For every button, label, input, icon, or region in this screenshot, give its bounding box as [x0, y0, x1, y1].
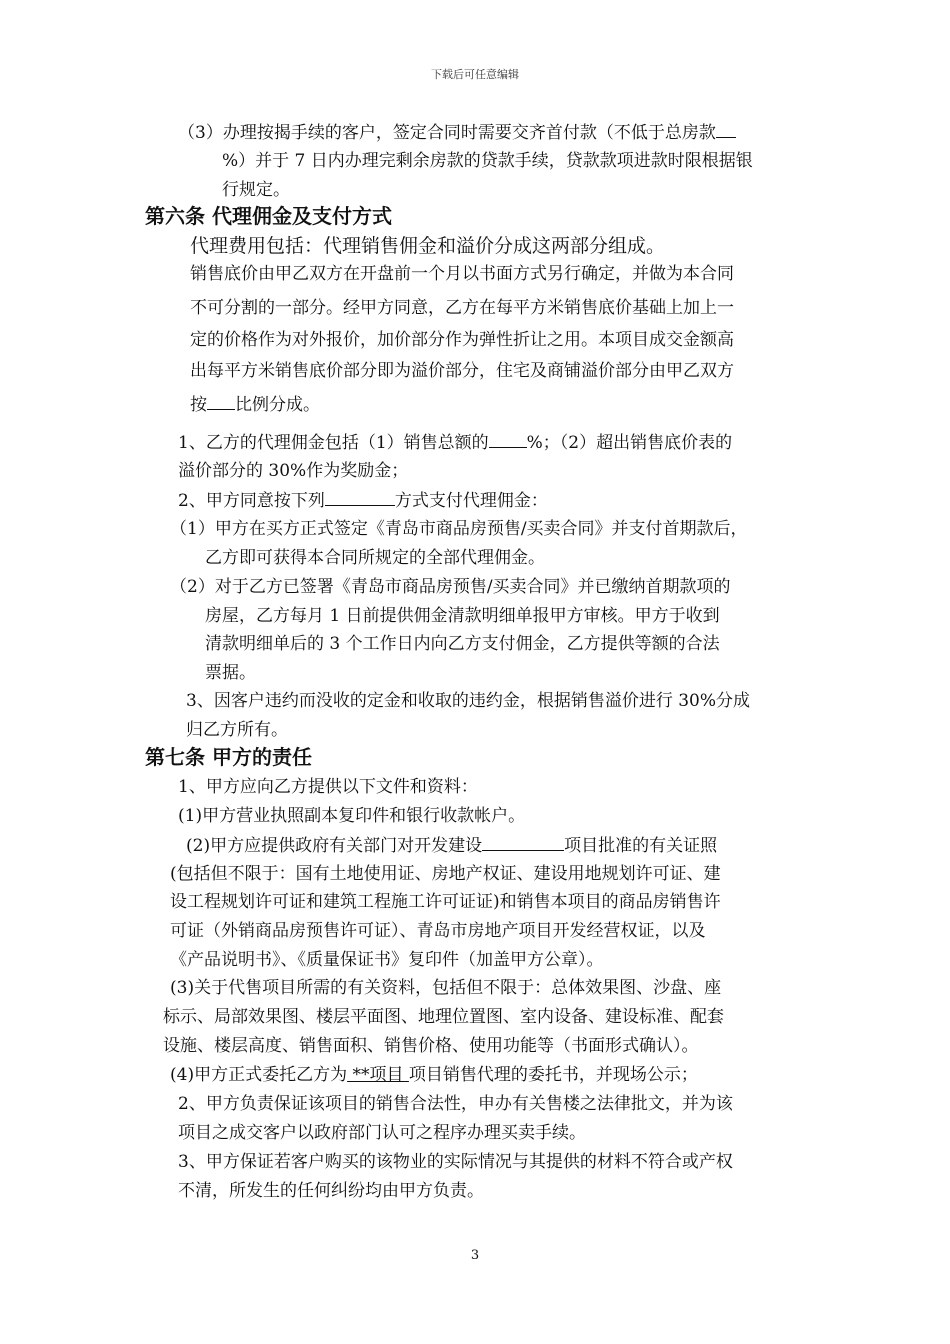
underlined-project-name: **项目	[347, 1065, 409, 1085]
text-line: （1）甲方在买方正式签定《青岛市商品房预售/买卖合同》并支付首期款后，	[170, 519, 748, 539]
text-line: %）并于 7 日内办理完剩余房款的贷款手续，贷款款项进款时限根据银	[222, 151, 753, 171]
text-line: 按 比例分成。	[190, 392, 320, 417]
text-line: 票据。	[205, 663, 256, 683]
fill-blank	[489, 430, 527, 448]
text-line: (包括但不限于：国有土地使用证、房地产权证、建设用地规划许可证、建	[170, 864, 721, 884]
section-heading-6: 第六条 代理佣金及支付方式	[145, 204, 392, 228]
fill-blank	[482, 833, 564, 851]
text-line: 出每平方米销售底价部分即为溢价部分，住宅及商铺溢价部分由甲乙双方	[190, 361, 734, 381]
fill-blank	[325, 488, 395, 506]
text-line: 定的价格作为对外报价，加价部分作为弹性折让之用。本项目成交金额高	[190, 330, 734, 350]
text-line: (3)关于代售项目所需的有关资料，包括但不限于：总体效果图、沙盘、座	[170, 978, 722, 998]
text-line: 可证（外销商品房预售许可证）、青岛市房地产项目开发经营权证，以及	[170, 921, 706, 941]
page-number: 3	[470, 1248, 480, 1263]
text-line: (4)甲方正式委托乙方为 **项目 项目销售代理的委托书，并现场公示；	[170, 1065, 698, 1085]
text-line: 标示、局部效果图、楼层平面图、地理位置图、室内设备、建设标准、配套	[163, 1007, 724, 1027]
text-line: 1、乙方的代理佣金包括（1）销售总额的 %；（2）超出销售底价表的	[178, 430, 732, 455]
page-header: 下载后可任意编辑	[431, 68, 519, 81]
text-line: 设工程规划许可证和建筑工程施工许可证证)和销售本项目的商品房销售许	[170, 892, 721, 912]
fill-blank	[716, 120, 736, 138]
text-line: 溢价部分的 30%作为奖励金；	[178, 461, 409, 481]
text-line: 不可分割的一部分。经甲方同意，乙方在每平方米销售底价基础上加上一	[190, 298, 734, 318]
text-line: 房屋，乙方每月 1 日前提供佣金清款明细单报甲方审核。甲方于收到	[205, 606, 720, 626]
section-heading-7: 第七条 甲方的责任	[145, 745, 312, 769]
text-line: 清款明细单后的 3 个工作日内向乙方支付佣金，乙方提供等额的合法	[205, 634, 720, 654]
text-line: 归乙方所有。	[186, 720, 288, 740]
text-line: 不清，所发生的任何纠纷均由甲方负责。	[178, 1181, 484, 1201]
text-line: (2)甲方应提供政府有关部门对开发建设 项目批准的有关证照	[186, 833, 717, 858]
text-line: 2、甲方负责保证该项目的销售合法性，申办有关售楼之法律批文，并为该	[178, 1094, 733, 1114]
text-line: (1)甲方营业执照副本复印件和银行收款帐户。	[178, 806, 526, 826]
text-line: 设施、楼层高度、销售面积、销售价格、使用功能等（书面形式确认）。	[163, 1036, 699, 1056]
text-line: 1、甲方应向乙方提供以下文件和资料：	[178, 777, 478, 797]
text-line: 销售底价由甲乙双方在开盘前一个月以书面方式另行确定，并做为本合同	[190, 264, 734, 284]
fill-blank	[207, 392, 235, 410]
text-line: （3）办理按揭手续的客户，签定合同时需要交齐首付款（不低于总房款	[178, 120, 736, 145]
text-line: 代理费用包括：代理销售佣金和溢价分成这两部分组成。	[190, 235, 666, 257]
text-line: 3、甲方保证若客户购买的该物业的实际情况与其提供的材料不符合或产权	[178, 1152, 733, 1172]
text-line: 《产品说明书》、《质量保证书》复印件（加盖甲方公章）。	[170, 950, 604, 970]
text-line: 项目之成交客户以政府部门认可之程序办理买卖手续。	[178, 1123, 586, 1143]
text-line: 2、甲方同意按下列 方式支付代理佣金：	[178, 488, 548, 513]
text-line: 3、因客户违约而没收的定金和收取的违约金，根据销售溢价进行 30%分成	[186, 691, 751, 711]
text-line: 乙方即可获得本合同所规定的全部代理佣金。	[205, 548, 545, 568]
text-line: （2）对于乙方已签署《青岛市商品房预售/买卖合同》并已缴纳首期款项的	[170, 577, 731, 597]
text-line: 行规定。	[222, 180, 290, 200]
